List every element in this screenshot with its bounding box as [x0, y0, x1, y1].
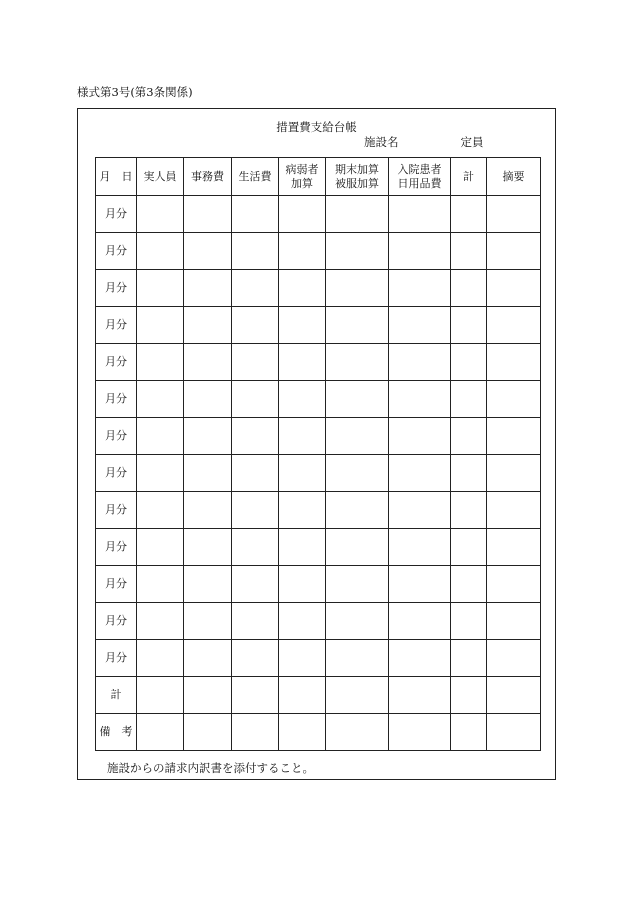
entry-cell[interactable]: [184, 307, 232, 344]
entry-cell[interactable]: [184, 603, 232, 640]
entry-cell[interactable]: [326, 677, 389, 714]
entry-cell[interactable]: [487, 566, 541, 603]
row-label: 月分: [96, 344, 137, 381]
table-row: [96, 344, 541, 381]
entry-cell[interactable]: [279, 270, 326, 307]
entry-cell[interactable]: [451, 529, 487, 566]
form-label: 様式第3号(第3条関係): [77, 85, 193, 99]
column-header: [279, 158, 326, 196]
row-label: 月分: [96, 640, 137, 677]
column-header: [232, 158, 279, 196]
row-label: 月分: [96, 603, 137, 640]
column-header-text: 生活費: [238, 169, 272, 183]
entry-cell[interactable]: [279, 455, 326, 492]
entry-cell[interactable]: [279, 677, 326, 714]
entry-cell[interactable]: [451, 603, 487, 640]
ledger-frame: [77, 108, 556, 780]
entry-cell[interactable]: [279, 233, 326, 270]
column-header-text: 日用品費: [397, 176, 442, 190]
entry-cell[interactable]: [184, 270, 232, 307]
entry-cell[interactable]: [451, 270, 487, 307]
table-row: [96, 381, 541, 418]
entry-cell[interactable]: [137, 492, 184, 529]
entry-cell[interactable]: [137, 307, 184, 344]
entry-cell[interactable]: [326, 270, 389, 307]
entry-cell[interactable]: [137, 196, 184, 233]
table-row: [96, 492, 541, 529]
entry-cell[interactable]: [137, 529, 184, 566]
row-label: 月分: [96, 270, 137, 307]
entry-cell[interactable]: [279, 529, 326, 566]
column-header-text: 計: [463, 169, 474, 183]
entry-cell[interactable]: [451, 418, 487, 455]
entry-cell[interactable]: [451, 196, 487, 233]
entry-cell[interactable]: [184, 381, 232, 418]
ledger-body: [96, 196, 541, 751]
entry-cell[interactable]: [232, 529, 279, 566]
entry-cell[interactable]: [487, 455, 541, 492]
capacity-label: 定員: [460, 135, 484, 149]
entry-cell[interactable]: [389, 196, 451, 233]
entry-cell[interactable]: [487, 603, 541, 640]
entry-cell[interactable]: [232, 566, 279, 603]
entry-cell[interactable]: [137, 640, 184, 677]
entry-cell[interactable]: [326, 455, 389, 492]
entry-cell[interactable]: [232, 233, 279, 270]
column-header-text: 被服加算: [335, 176, 379, 190]
entry-cell[interactable]: [326, 418, 389, 455]
entry-cell[interactable]: [326, 603, 389, 640]
entry-cell[interactable]: [279, 381, 326, 418]
entry-cell[interactable]: [389, 418, 451, 455]
entry-cell[interactable]: [326, 529, 389, 566]
entry-cell[interactable]: [451, 381, 487, 418]
entry-cell[interactable]: [137, 233, 184, 270]
entry-cell[interactable]: [184, 640, 232, 677]
entry-cell[interactable]: [487, 418, 541, 455]
entry-cell[interactable]: [326, 307, 389, 344]
row-label: 月分: [96, 492, 137, 529]
entry-cell[interactable]: [137, 381, 184, 418]
entry-cell[interactable]: [389, 307, 451, 344]
entry-cell[interactable]: [326, 714, 389, 751]
ledger-table: [95, 157, 541, 751]
column-header-text: 月 日: [99, 169, 133, 183]
entry-cell[interactable]: [326, 640, 389, 677]
entry-cell[interactable]: [184, 566, 232, 603]
table-row: [96, 418, 541, 455]
entry-cell[interactable]: [451, 566, 487, 603]
entry-cell[interactable]: [279, 603, 326, 640]
entry-cell[interactable]: [326, 492, 389, 529]
entry-cell[interactable]: [487, 270, 541, 307]
entry-cell[interactable]: [487, 640, 541, 677]
column-header-text: 事務費: [191, 169, 224, 183]
entry-cell[interactable]: [389, 603, 451, 640]
entry-cell[interactable]: [232, 270, 279, 307]
column-header-text: 期末加算: [335, 162, 379, 176]
entry-cell[interactable]: [279, 714, 326, 751]
column-header: [96, 158, 137, 196]
entry-cell[interactable]: [184, 233, 232, 270]
entry-cell[interactable]: [389, 677, 451, 714]
entry-cell[interactable]: [184, 344, 232, 381]
entry-cell[interactable]: [279, 640, 326, 677]
entry-cell[interactable]: [389, 714, 451, 751]
table-row: [96, 566, 541, 603]
entry-cell[interactable]: [389, 381, 451, 418]
facility-name-label: 施設名: [364, 135, 399, 149]
entry-cell[interactable]: [389, 566, 451, 603]
entry-cell[interactable]: [487, 381, 541, 418]
entry-cell[interactable]: [279, 344, 326, 381]
entry-cell[interactable]: [326, 566, 389, 603]
entry-cell[interactable]: [232, 307, 279, 344]
row-label: 備 考: [96, 714, 137, 751]
entry-cell[interactable]: [389, 492, 451, 529]
entry-cell[interactable]: [279, 196, 326, 233]
row-label: 月分: [96, 455, 137, 492]
entry-cell[interactable]: [487, 233, 541, 270]
column-header: [137, 158, 184, 196]
entry-cell[interactable]: [451, 344, 487, 381]
entry-cell[interactable]: [389, 233, 451, 270]
table-row: [96, 640, 541, 677]
entry-cell[interactable]: [232, 418, 279, 455]
column-header: [389, 158, 451, 196]
entry-cell[interactable]: [137, 418, 184, 455]
header-row: [96, 158, 541, 196]
entry-cell[interactable]: [137, 677, 184, 714]
entry-cell[interactable]: [451, 455, 487, 492]
entry-cell[interactable]: [232, 344, 279, 381]
row-label: 計: [96, 677, 137, 714]
column-header: [451, 158, 487, 196]
table-row: [96, 529, 541, 566]
column-header-text: 入院患者: [397, 162, 442, 176]
entry-cell[interactable]: [184, 196, 232, 233]
table-row: [96, 233, 541, 270]
entry-cell[interactable]: [487, 307, 541, 344]
column-header-text: 実人員: [143, 169, 177, 183]
entry-cell[interactable]: [232, 492, 279, 529]
entry-cell[interactable]: [279, 492, 326, 529]
entry-cell[interactable]: [451, 677, 487, 714]
row-label: 月分: [96, 233, 137, 270]
entry-cell[interactable]: [137, 270, 184, 307]
entry-cell[interactable]: [326, 344, 389, 381]
column-header: [487, 158, 541, 196]
row-label: 月分: [96, 529, 137, 566]
table-row: [96, 603, 541, 640]
row-label: 月分: [96, 381, 137, 418]
entry-cell[interactable]: [232, 677, 279, 714]
entry-cell[interactable]: [451, 307, 487, 344]
attachment-note: 施設からの請求内訳書を添付すること。: [107, 761, 314, 775]
row-label: 月分: [96, 566, 137, 603]
entry-cell[interactable]: [184, 529, 232, 566]
entry-cell[interactable]: [232, 455, 279, 492]
entry-cell[interactable]: [232, 640, 279, 677]
entry-cell[interactable]: [184, 677, 232, 714]
column-header-text: 摘要: [502, 169, 525, 183]
table-row: [96, 677, 541, 714]
entry-cell[interactable]: [487, 344, 541, 381]
table-row: [96, 307, 541, 344]
entry-cell[interactable]: [451, 640, 487, 677]
entry-cell[interactable]: [184, 418, 232, 455]
entry-cell[interactable]: [232, 714, 279, 751]
entry-cell[interactable]: [137, 566, 184, 603]
entry-cell[interactable]: [451, 714, 487, 751]
row-label: 月分: [96, 307, 137, 344]
entry-cell[interactable]: [487, 196, 541, 233]
entry-cell[interactable]: [389, 640, 451, 677]
entry-cell[interactable]: [451, 233, 487, 270]
entry-cell[interactable]: [184, 455, 232, 492]
entry-cell[interactable]: [487, 714, 541, 751]
entry-cell[interactable]: [451, 492, 487, 529]
entry-cell[interactable]: [389, 455, 451, 492]
column-header: [326, 158, 389, 196]
entry-cell[interactable]: [137, 603, 184, 640]
row-label: 月分: [96, 196, 137, 233]
entry-cell[interactable]: [279, 418, 326, 455]
table-row: [96, 270, 541, 307]
entry-cell[interactable]: [487, 677, 541, 714]
entry-cell[interactable]: [137, 455, 184, 492]
entry-cell[interactable]: [137, 714, 184, 751]
entry-cell[interactable]: [487, 529, 541, 566]
row-label: 月分: [96, 418, 137, 455]
entry-cell[interactable]: [232, 196, 279, 233]
entry-cell[interactable]: [326, 196, 389, 233]
entry-cell[interactable]: [232, 603, 279, 640]
entry-cell[interactable]: [389, 529, 451, 566]
entry-cell[interactable]: [184, 492, 232, 529]
facility-line: [364, 134, 484, 150]
entry-cell[interactable]: [137, 344, 184, 381]
entry-cell[interactable]: [279, 307, 326, 344]
table-row: [96, 714, 541, 751]
entry-cell[interactable]: [279, 566, 326, 603]
table-row: [96, 455, 541, 492]
table-row: [96, 196, 541, 233]
entry-cell[interactable]: [389, 270, 451, 307]
column-header: [184, 158, 232, 196]
column-header-text: 加算: [291, 176, 313, 190]
entry-cell[interactable]: [326, 233, 389, 270]
entry-cell[interactable]: [326, 381, 389, 418]
document-title: 措置費支給台帳: [276, 120, 357, 134]
entry-cell[interactable]: [232, 381, 279, 418]
entry-cell[interactable]: [389, 344, 451, 381]
entry-cell[interactable]: [184, 714, 232, 751]
column-header-text: 病弱者: [285, 162, 319, 176]
entry-cell[interactable]: [487, 492, 541, 529]
